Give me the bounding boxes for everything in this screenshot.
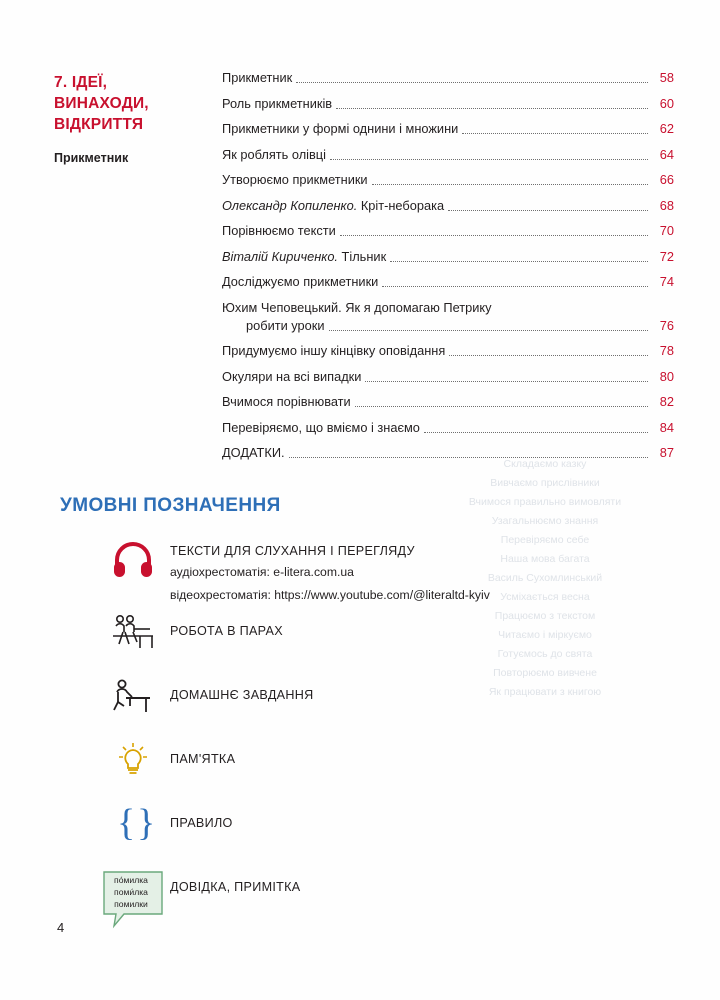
bubble-line: помилки [114, 899, 148, 909]
toc-entry-title: Роль прикметників [222, 95, 333, 111]
pair-work-icon [96, 610, 170, 652]
toc-entry-title: Як я допомагаю Петрику [341, 299, 492, 315]
toc-entry-page: 60 [659, 95, 674, 111]
toc-leader-dots [336, 107, 648, 109]
toc-entry-page: 74 [659, 274, 674, 289]
page-number: 4 [57, 920, 65, 935]
chapter-subtitle: Прикметник [54, 151, 129, 165]
toc-entry-author: Олександр Копиленко. [222, 197, 358, 213]
toc-entry-title: Як роблять олівці [222, 146, 326, 162]
toc-entry[interactable] [222, 343, 674, 359]
legend-item-reference [96, 866, 656, 934]
headphones-icon [96, 540, 170, 578]
svg-text:{: { [117, 804, 136, 844]
toc-entry[interactable] [222, 394, 674, 410]
toc-entry-author: Віталій Кириченко. [222, 248, 338, 264]
toc-entry-title-cont: робити уроки [246, 317, 325, 333]
toc-entry-page: 68 [659, 197, 674, 213]
ghost-line: Як працювати з книгою [488, 686, 602, 698]
ghost-line: Вчимося правильно вимовляти [468, 496, 622, 508]
toc-entry[interactable] [222, 420, 674, 436]
toc-entry-title: Тільник [338, 248, 387, 264]
toc-entry-title: Прикметники у формі однини і множини [222, 121, 459, 136]
legend-label: ДОМАШНЄ ЗАВДАННЯ [170, 688, 314, 702]
ghost-line: Вивчаємо прислівники [490, 477, 600, 489]
toc-entry-page: 87 [659, 445, 674, 460]
toc-entry[interactable] [222, 369, 674, 385]
toc-entry-title: Окуляри на всі випадки [222, 368, 362, 384]
legend-audio-link[interactable]: аудіохрестоматія: e-litera.com.ua [170, 565, 354, 579]
ghost-line: Повторюємо вивчене [493, 667, 597, 679]
speech-bubble-note-icon [96, 866, 170, 934]
braces-icon [96, 802, 170, 844]
toc-entry-title: Вчимося порівнювати [222, 394, 351, 409]
toc-entry[interactable] [222, 147, 674, 163]
toc-entry-page: 62 [659, 121, 674, 136]
toc-leader-dots [372, 183, 648, 185]
toc-leader-dots [289, 456, 648, 458]
toc-entry[interactable] [222, 445, 674, 461]
lightbulb-icon [96, 738, 170, 780]
ghost-line: Готуємось до свята [497, 648, 593, 660]
svg-text:}: } [137, 804, 156, 844]
toc-leader-dots [340, 234, 648, 236]
toc-entry-title: ДОДАТКИ. [222, 445, 285, 460]
toc-entry-page: 76 [659, 317, 674, 333]
ghost-line: Василь Сухомлинський [487, 572, 603, 584]
toc-entry[interactable] [222, 249, 674, 265]
legend-heading: УМОВНІ ПОЗНАЧЕННЯ [60, 495, 281, 516]
toc-leader-dots [355, 405, 648, 407]
legend-label: РОБОТА В ПАРАХ [170, 624, 283, 638]
toc-entry-page: 82 [659, 394, 674, 409]
toc-entry-title: Придумуємо іншу кінцівку оповідання [222, 343, 446, 358]
toc-entry[interactable] [222, 96, 674, 112]
toc-leader-dots [390, 260, 648, 262]
legend-item-rule [96, 802, 656, 860]
toc-entry-author: Юхим Чеповецький. [222, 299, 342, 315]
toc-entry-title: Порівнюємо тексти [222, 223, 336, 238]
legend-list [96, 540, 656, 940]
toc-entry-page: 66 [659, 172, 674, 187]
legend-video-link[interactable]: відеохрестоматія: https://www.youtube.com/@literaltd-kyiv [170, 588, 490, 602]
toc-leader-dots [329, 329, 648, 331]
toc-entry-page: 58 [659, 70, 674, 85]
toc-leader-dots [382, 285, 648, 287]
toc-entry[interactable] [222, 274, 674, 290]
toc-entry-page: 64 [659, 146, 674, 162]
bubble-line: поми́лка [114, 887, 148, 897]
ghost-line: Перевіряємо себе [500, 534, 590, 546]
toc-entry-title: Прикметник [222, 70, 293, 85]
toc-entry[interactable] [222, 198, 674, 214]
toc-entry[interactable] [222, 300, 674, 334]
legend-item-pair-work [96, 610, 656, 668]
table-of-contents [222, 70, 674, 471]
ghost-line: Узагальнюємо знання [491, 515, 599, 527]
toc-entry-title: Утворюємо прикметники [222, 172, 368, 187]
ghost-line: Усміхається весна [500, 591, 590, 603]
ghost-line: Працюємо з текстом [494, 610, 596, 622]
toc-entry-title: Кріт-неборака [357, 197, 445, 213]
chapter-title: 7. ІДЕЇ, ВИНАХОДИ, ВІДКРИТТЯ [54, 74, 149, 133]
toc-entry[interactable] [222, 223, 674, 239]
homework-desk-icon [96, 674, 170, 716]
toc-leader-dots [449, 354, 648, 356]
toc-leader-dots [448, 209, 648, 211]
legend-item-audio [96, 540, 656, 604]
legend-item-memo [96, 738, 656, 796]
legend-label: ТЕКСТИ ДЛЯ СЛУХАННЯ І ПЕРЕГЛЯДУ [170, 544, 415, 558]
ghost-line: Читаємо і міркуємо [498, 629, 592, 641]
ghost-line: Наша мова багата [500, 553, 590, 565]
toc-entry[interactable] [222, 121, 674, 137]
toc-entry-title: Перевіряємо, що вміємо і знаємо [222, 419, 420, 435]
ghost-line: Складаємо казку [503, 458, 587, 470]
legend-label: ДОВІДКА, ПРИМІТКА [170, 880, 301, 894]
toc-entry-page: 78 [659, 343, 674, 358]
legend-item-homework [96, 674, 656, 732]
legend-label: ПАМ'ЯТКА [170, 752, 236, 766]
toc-entry-page: 70 [659, 223, 674, 238]
toc-entry-page: 80 [659, 368, 674, 384]
bubble-line: по́милка [114, 875, 148, 885]
toc-leader-dots [365, 380, 648, 382]
toc-entry-title: Досліджуємо прикметники [222, 274, 379, 289]
chapter-heading [54, 72, 204, 165]
toc-leader-dots [424, 431, 648, 433]
legend-label: ПРАВИЛО [170, 816, 233, 830]
toc-entry-page: 72 [659, 248, 674, 264]
toc-leader-dots [296, 81, 648, 83]
toc-leader-dots [462, 132, 648, 134]
toc-entry[interactable] [222, 172, 674, 188]
toc-entry-page: 84 [659, 419, 674, 435]
toc-entry[interactable] [222, 70, 674, 86]
toc-leader-dots [330, 158, 648, 160]
